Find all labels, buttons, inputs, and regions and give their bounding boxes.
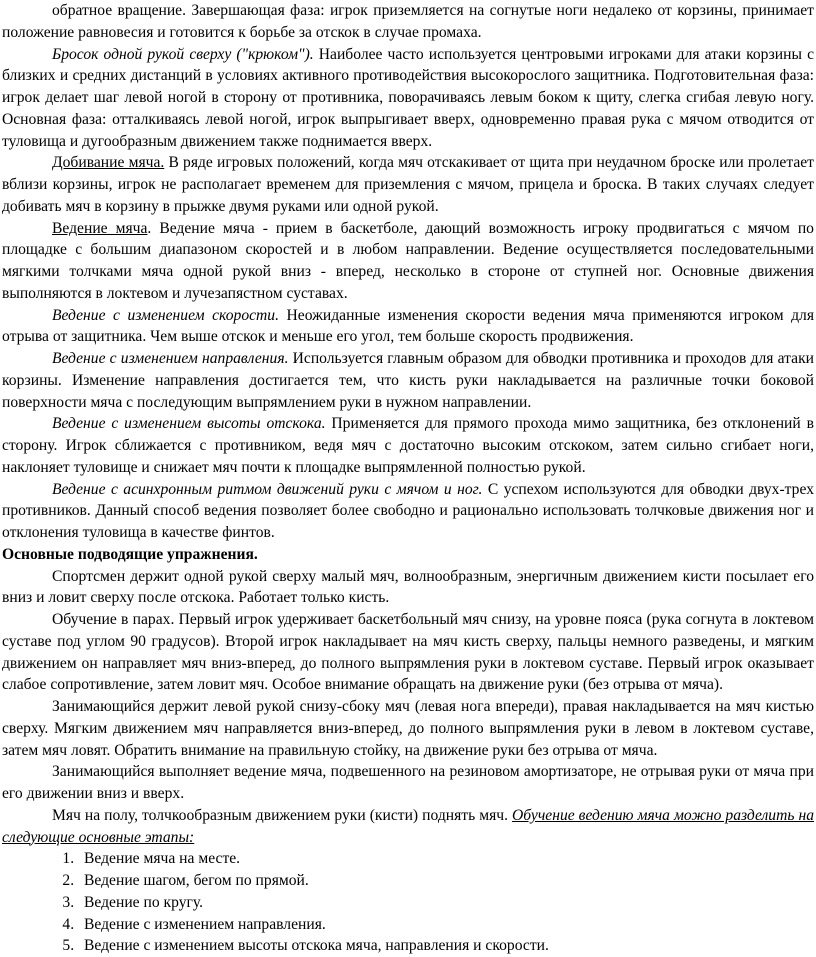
section-heading: Основные подводящие упражнения.: [2, 545, 258, 563]
list-item: 3. Ведение по кругу.: [78, 892, 814, 914]
stages-list: [2, 848, 814, 957]
term-training-stages: Обучение ведению мяча можно разделить на следующие основные этапы:: [2, 806, 814, 846]
term-tip-in: Добивание мяча.: [52, 154, 165, 172]
paragraph-speed-change: Ведение с изменением скорости. Неожиданные изменения скорости ведения мяча применяются игроком для отрыва от защитника. Чем выше отскок и меньше его угол, тем больше скорость продвижения.: [2, 306, 814, 346]
paragraph-async-rhythm: Ведение с асинхронным ритмом движений руки с мячом и ног. С успехом используются для обводки двух-трех противников. Данный способ ведения позволяет более свободно и рационально использовать толчковые движения ног и отклонения туловища в качестве финтов.: [2, 480, 814, 541]
paragraph-tip-in: Добивание мяча. В ряде игровых положений, когда мяч отскакивает от щита при неудачном броске или пролетает вблизи корзины, игрок не располагает временем для приземления с мячом, прицела и броска. В таких случаях следует добивать мяч в корзину в прыжке двумя руками или одной рукой.: [2, 154, 814, 215]
paragraph-hook-shot: Бросок одной рукой сверху ("крюком"). Наиболее часто используется центровыми игроками для атаки корзины с близких и средних дистанций в условиях активного противодействия высокорослого защитника. Подготовительная фаза: игрок делает шаг левой ногой в сторону от противника, поворачиваясь левым боком к щиту, слегка сгибая левую ногу. Основная фаза: отталкиваясь левой ногой, игрок выпрыгивает вверх, одновременно правая рука с мячом отводится от туловища и дугообразным движением также поднимается вверх.: [2, 45, 814, 150]
list-item: 4. Ведение с изменением направления.: [78, 914, 814, 936]
paragraph-exercise-1: Спортсмен держит одной рукой сверху малый мяч, волнообразным, энергичным движением кисти посылает его вниз и ловит сверху после отскока. Работает только кисть.: [2, 567, 814, 607]
term-direction-change: Ведение с изменением направления.: [52, 350, 289, 367]
paragraph-exercise-2: Обучение в парах. Первый игрок удерживает баскетбольный мяч снизу, на уровне пояса (рука согнута в локтевом суставе под углом 90 градусов). Второй игрок накладывает на мяч кисть сверху, пальцы немного разведены, и мягким движением он направляет мяч вниз-вперед, до полного выпрямления руки в локтевом суставе. Первый игрок оказывает слабое сопротивление, затем ловит мяч. Особое внимание обращать на движение руки (без отрыва от мяча).: [2, 611, 814, 694]
paragraph-dribbling: Ведение мяча. Ведение мяча - прием в баскетболе, дающий возможность игроку продвигаться с мячом по площадке с большим диапазоном скоростей и в любом направлении. Ведение осуществляется последовательными мягкими толчками мяча одной рукой вниз - вперед, несколько в стороне от ступней ног. Основные движения выполняются в локтевом и лучезапястном суставах.: [2, 219, 814, 302]
list-item: 1. Ведение мяча на месте.: [78, 848, 814, 870]
paragraph-exercise-4: Занимающийся выполняет ведение мяча, подвешенного на резиновом амортизаторе, не отрывая руки от мяча при его движении вниз и вверх.: [2, 763, 814, 802]
paragraph-exercise-5: Мяч на полу, толчкообразным движением руки (кисти) поднять мяч. Обучение ведению мяча можно разделить на следующие основные этапы:: [2, 806, 814, 846]
term-height-change: Ведение с изменением высоты отскока.: [52, 415, 326, 433]
paragraph-1: обратное вращение. Завершающая фаза: игрок приземляется на согнутые ноги недалеко от корзины, принимает положение равновесия и готовится к борьбе за отскок в случае промаха.: [2, 2, 814, 41]
term-speed-change: Ведение с изменением скорости.: [52, 306, 279, 324]
term-async-rhythm: Ведение с асинхронным ритмом движений руки с мячом и ног.: [52, 480, 483, 498]
paragraph-height-change: Ведение с изменением высоты отскока. Применяется для прямого прохода мимо защитника, без отклонений в сторону. Игрок сближается с противником, ведя мяч с достаточно высоким отскоком, затем сильно сгибает ноги, наклоняет туловище и снижает мяч почти к площадке выпрямленной полностью рукой.: [2, 415, 814, 476]
paragraph-direction-change: Ведение с изменением направления. Используется главным образом для обводки противника и проходов для атаки корзины. Изменение направления достигается тем, что кисть руки накладывается на различные точки боковой поверхности мяча с последующим выпрямлением руки в нужном направлении.: [2, 350, 814, 411]
list-item: 5. Ведение с изменением высоты отскока мяча, направления и скорости.: [78, 935, 814, 957]
list-item: 2. Ведение шагом, бегом по прямой.: [78, 870, 814, 892]
term-hook-shot: Бросок одной рукой сверху ("крюком").: [52, 45, 314, 63]
term-dribbling: Ведение мяча: [52, 219, 148, 237]
paragraph-exercise-3: Занимающийся держит левой рукой снизу-сбоку мяч (левая нога впереди), правая накладывается на мяч кистью сверху. Мягким движением мяч направляется вниз-вперед, до полного выпрямления руки в левом в локтевом суставе, затем мяч ловят. Обратить внимание на правильную стойку, на движение руки без отрыва от мяча.: [2, 698, 814, 759]
